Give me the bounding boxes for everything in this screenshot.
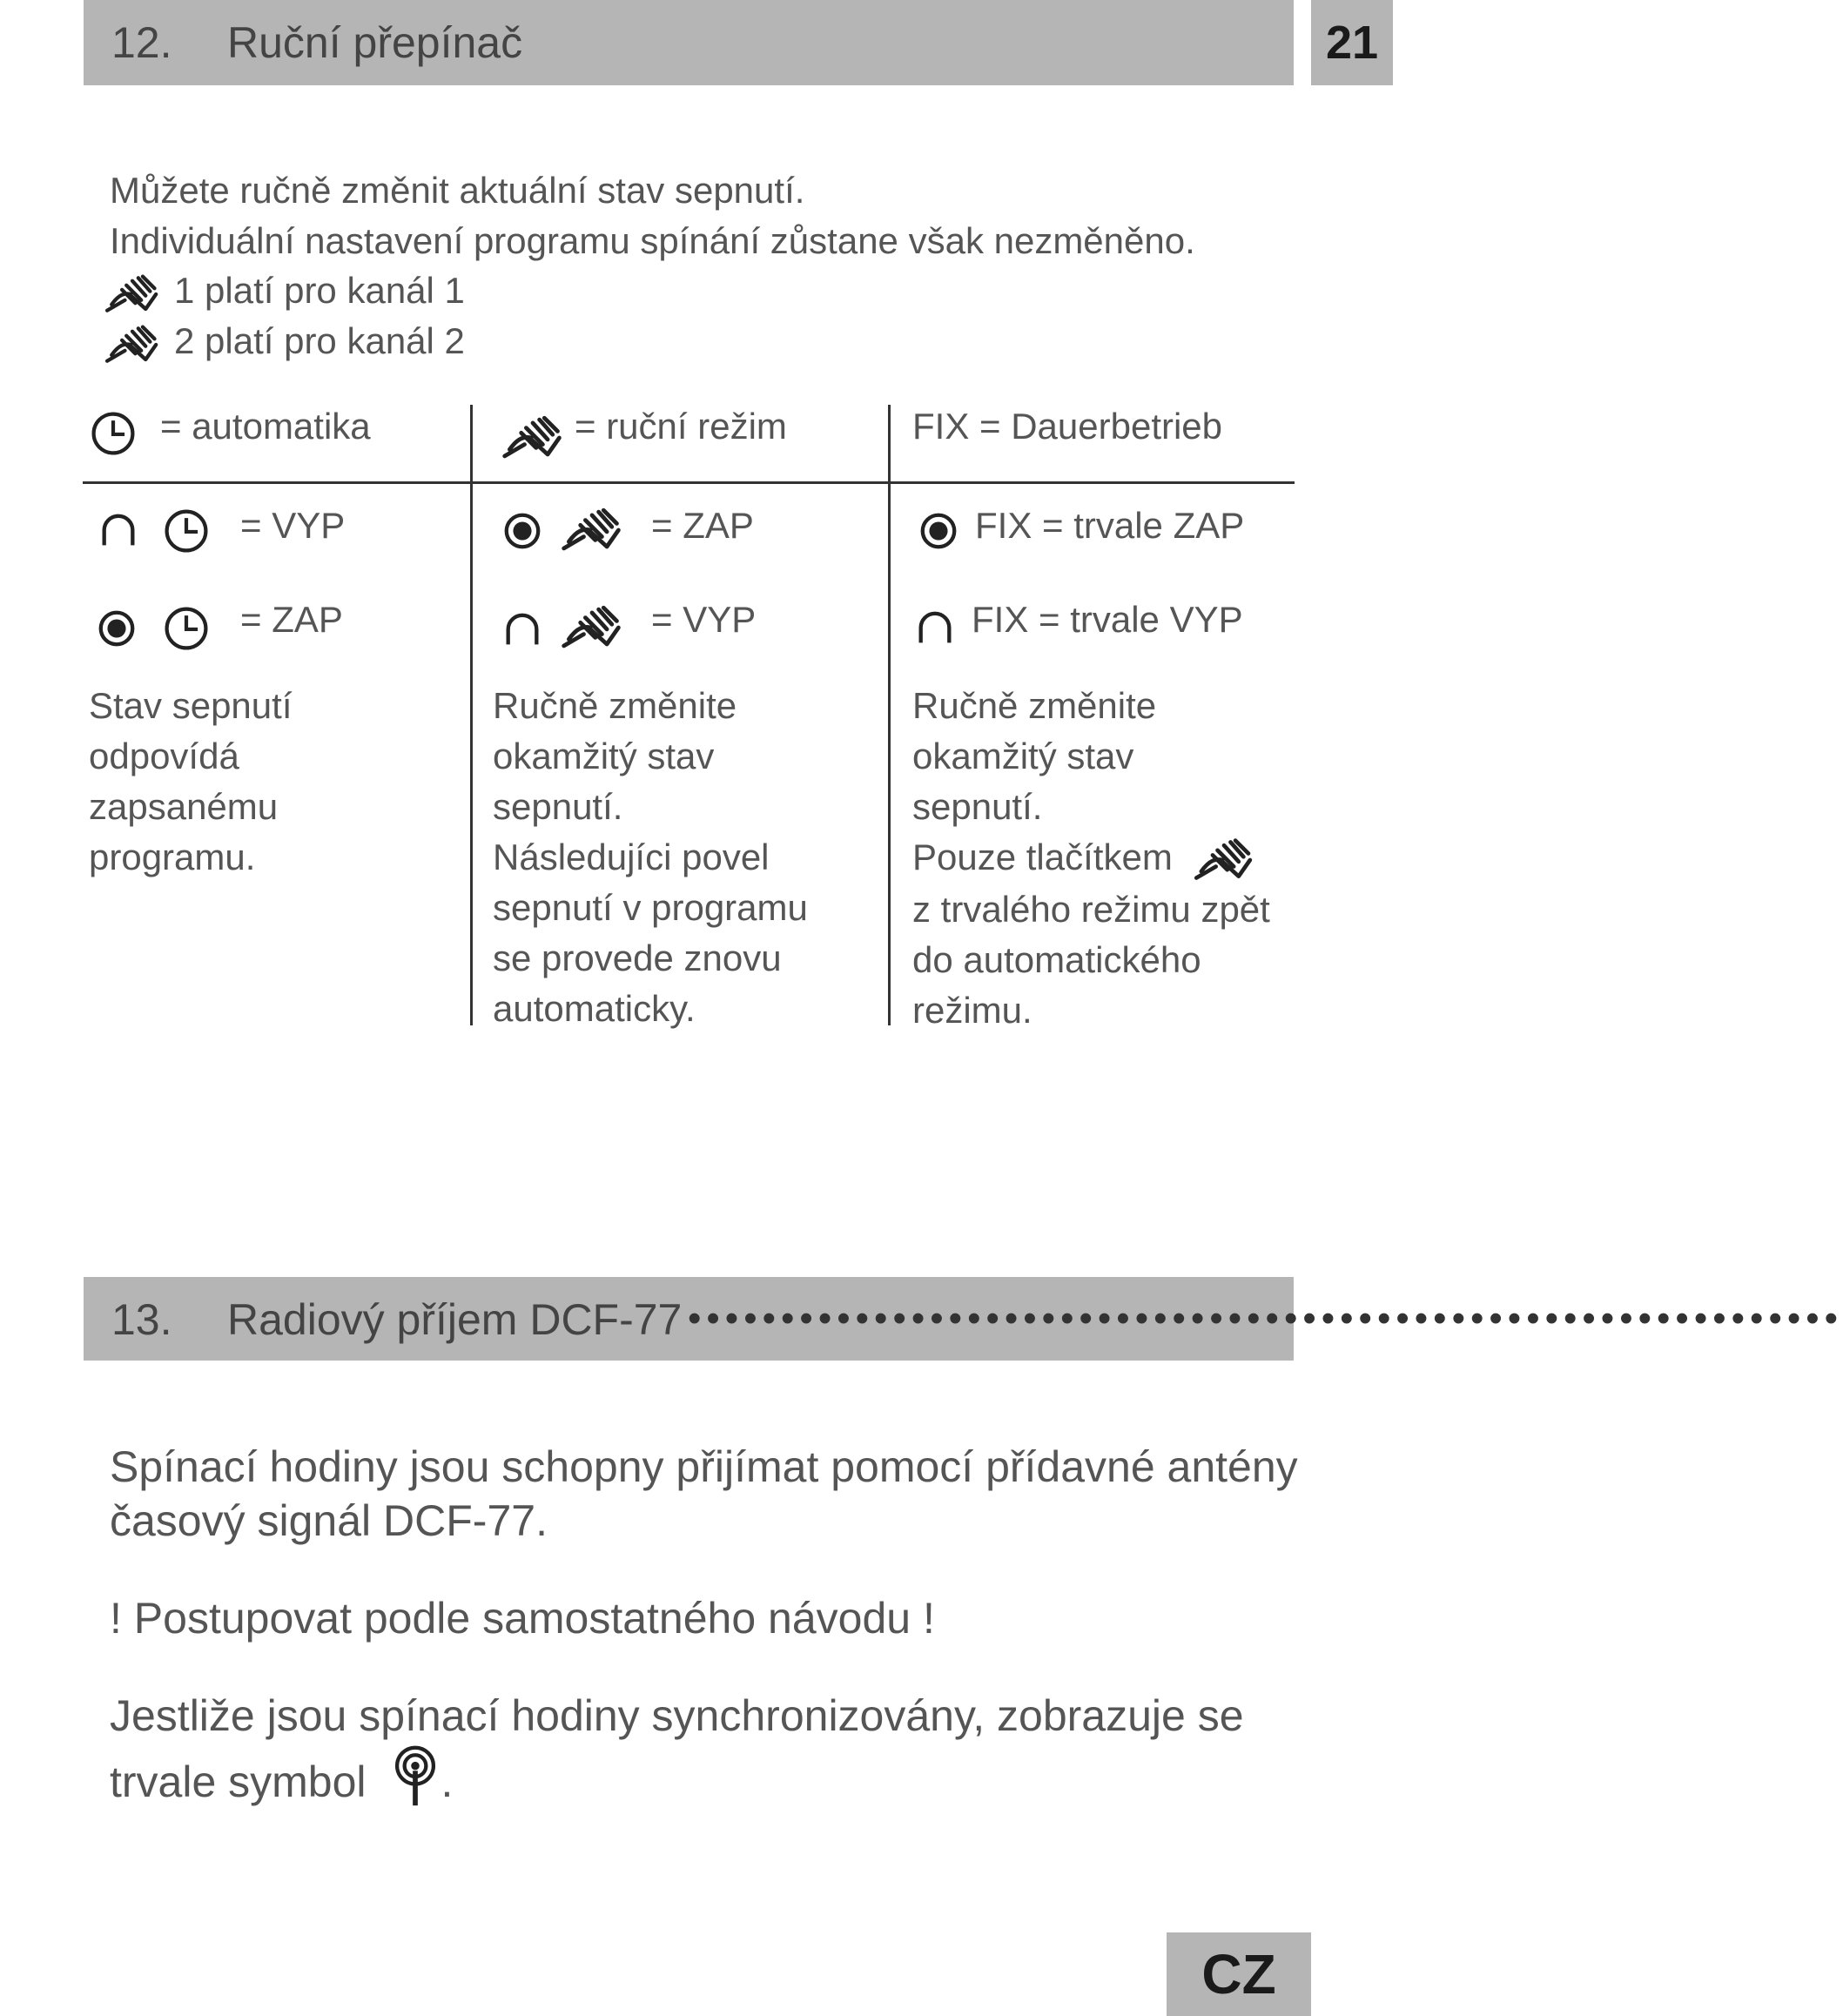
col2-desc-line: sepnutí.: [493, 786, 623, 827]
intro-line-1: Můžete ručně změnit aktuální stav sepnutí.: [110, 170, 805, 211]
col3-description: [912, 681, 1348, 1036]
col1-row1: = VYP: [240, 505, 346, 546]
col2-desc-line: Ručně změnite: [493, 685, 737, 726]
col2-desc-line: Následujíci povel: [493, 837, 770, 877]
dcf-para3-period: .: [441, 1757, 454, 1806]
channel-2-note: 2 platí pro kanál 2: [174, 320, 465, 361]
dotted-leader: ••••••••••••••••••••••••••••••••••••••••••••••••••••••••••••••: [688, 1297, 1843, 1340]
col2-description: [493, 681, 876, 1034]
table-header-divider: [83, 481, 1295, 484]
hand-icon: [559, 602, 625, 653]
radio-empty-icon: [98, 512, 139, 554]
col1-desc-line: odpovídá: [89, 736, 239, 776]
col2-row2: = VYP: [651, 599, 757, 640]
radio-filled-icon: [96, 608, 138, 649]
dcf-para3-text: trvale symbol: [110, 1757, 367, 1806]
col3-desc-text: Pouze tlačítkem: [912, 837, 1173, 877]
col1-description: [89, 681, 454, 883]
col3-header: FIX = Dauerbetrieb: [912, 406, 1223, 447]
col3-row1: FIX = trvale ZAP: [975, 505, 1245, 546]
col1-desc-line: Stav sepnutí: [89, 685, 293, 726]
clock-icon: [89, 409, 138, 458]
col2-desc-line: sepnutí v programu: [493, 887, 808, 928]
language-tab: CZ: [1167, 1932, 1311, 2016]
section-13-number: 13.: [111, 1295, 172, 1344]
col3-row2: FIX = trvale VYP: [972, 599, 1243, 640]
section-12-title: Ruční přepínač: [227, 18, 523, 67]
col3-desc-line: do automatického: [912, 938, 1201, 980]
section-13-title: Radiový příjem DCF-77: [227, 1295, 683, 1344]
dcf-para3-line1: Jestliže jsou spínací hodiny synchronizovány, zobrazuje se: [110, 1691, 1244, 1740]
dcf-para1-line2: časový signál DCF-77.: [110, 1496, 548, 1545]
antenna-icon: [390, 1743, 441, 1809]
hand-icon: [500, 413, 566, 463]
hand-icon: [559, 505, 625, 555]
col2-desc-line: se provede znovu: [493, 937, 782, 978]
table-column-divider-1: [470, 405, 473, 1025]
col3-desc-line: okamžitý stav: [912, 736, 1134, 776]
col3-desc-line: Ručně změnite: [912, 685, 1157, 726]
col1-row2: = ZAP: [240, 599, 343, 640]
dcf-para3-line2: [110, 1743, 453, 1809]
clock-icon: [162, 604, 211, 653]
intro-line-2: Individuální nastavení programu spínání zůstane však nezměněno.: [110, 220, 1195, 261]
col1-desc-line: zapsanému: [89, 786, 279, 827]
hand-icon: [103, 272, 162, 317]
col2-desc-line: okamžitý stav: [493, 736, 715, 776]
col2-header: = ruční režim: [575, 406, 787, 447]
table-column-divider-2: [888, 405, 891, 1025]
col1-header: = automatika: [160, 406, 371, 447]
hand-icon: [103, 322, 162, 367]
col3-desc-line: režimu.: [912, 989, 1032, 1031]
hand-icon: [1191, 836, 1257, 884]
col3-desc-line: z trvalého režimu zpět: [912, 888, 1270, 930]
clock-icon: [162, 507, 211, 555]
radio-filled-icon: [501, 510, 543, 552]
col3-desc-line: sepnutí.: [912, 786, 1043, 827]
radio-empty-icon: [501, 611, 543, 653]
section-12-number: 12.: [111, 18, 172, 67]
col2-row1: = ZAP: [651, 505, 754, 546]
section-12-header: [84, 0, 1294, 85]
radio-empty-icon: [914, 609, 956, 651]
dcf-para1-line1: Spínací hodiny jsou schopny přijímat pomocí přídavné antény: [110, 1442, 1298, 1491]
col2-desc-line: automaticky.: [493, 988, 696, 1029]
radio-filled-icon: [918, 510, 959, 552]
col3-desc-line: [912, 832, 1348, 884]
page-number: 21: [1311, 0, 1393, 85]
dcf-para2: ! Postupovat podle samostatného návodu !: [110, 1594, 935, 1643]
channel-1-note: 1 platí pro kanál 1: [174, 270, 465, 311]
col1-desc-line: programu.: [89, 837, 256, 877]
